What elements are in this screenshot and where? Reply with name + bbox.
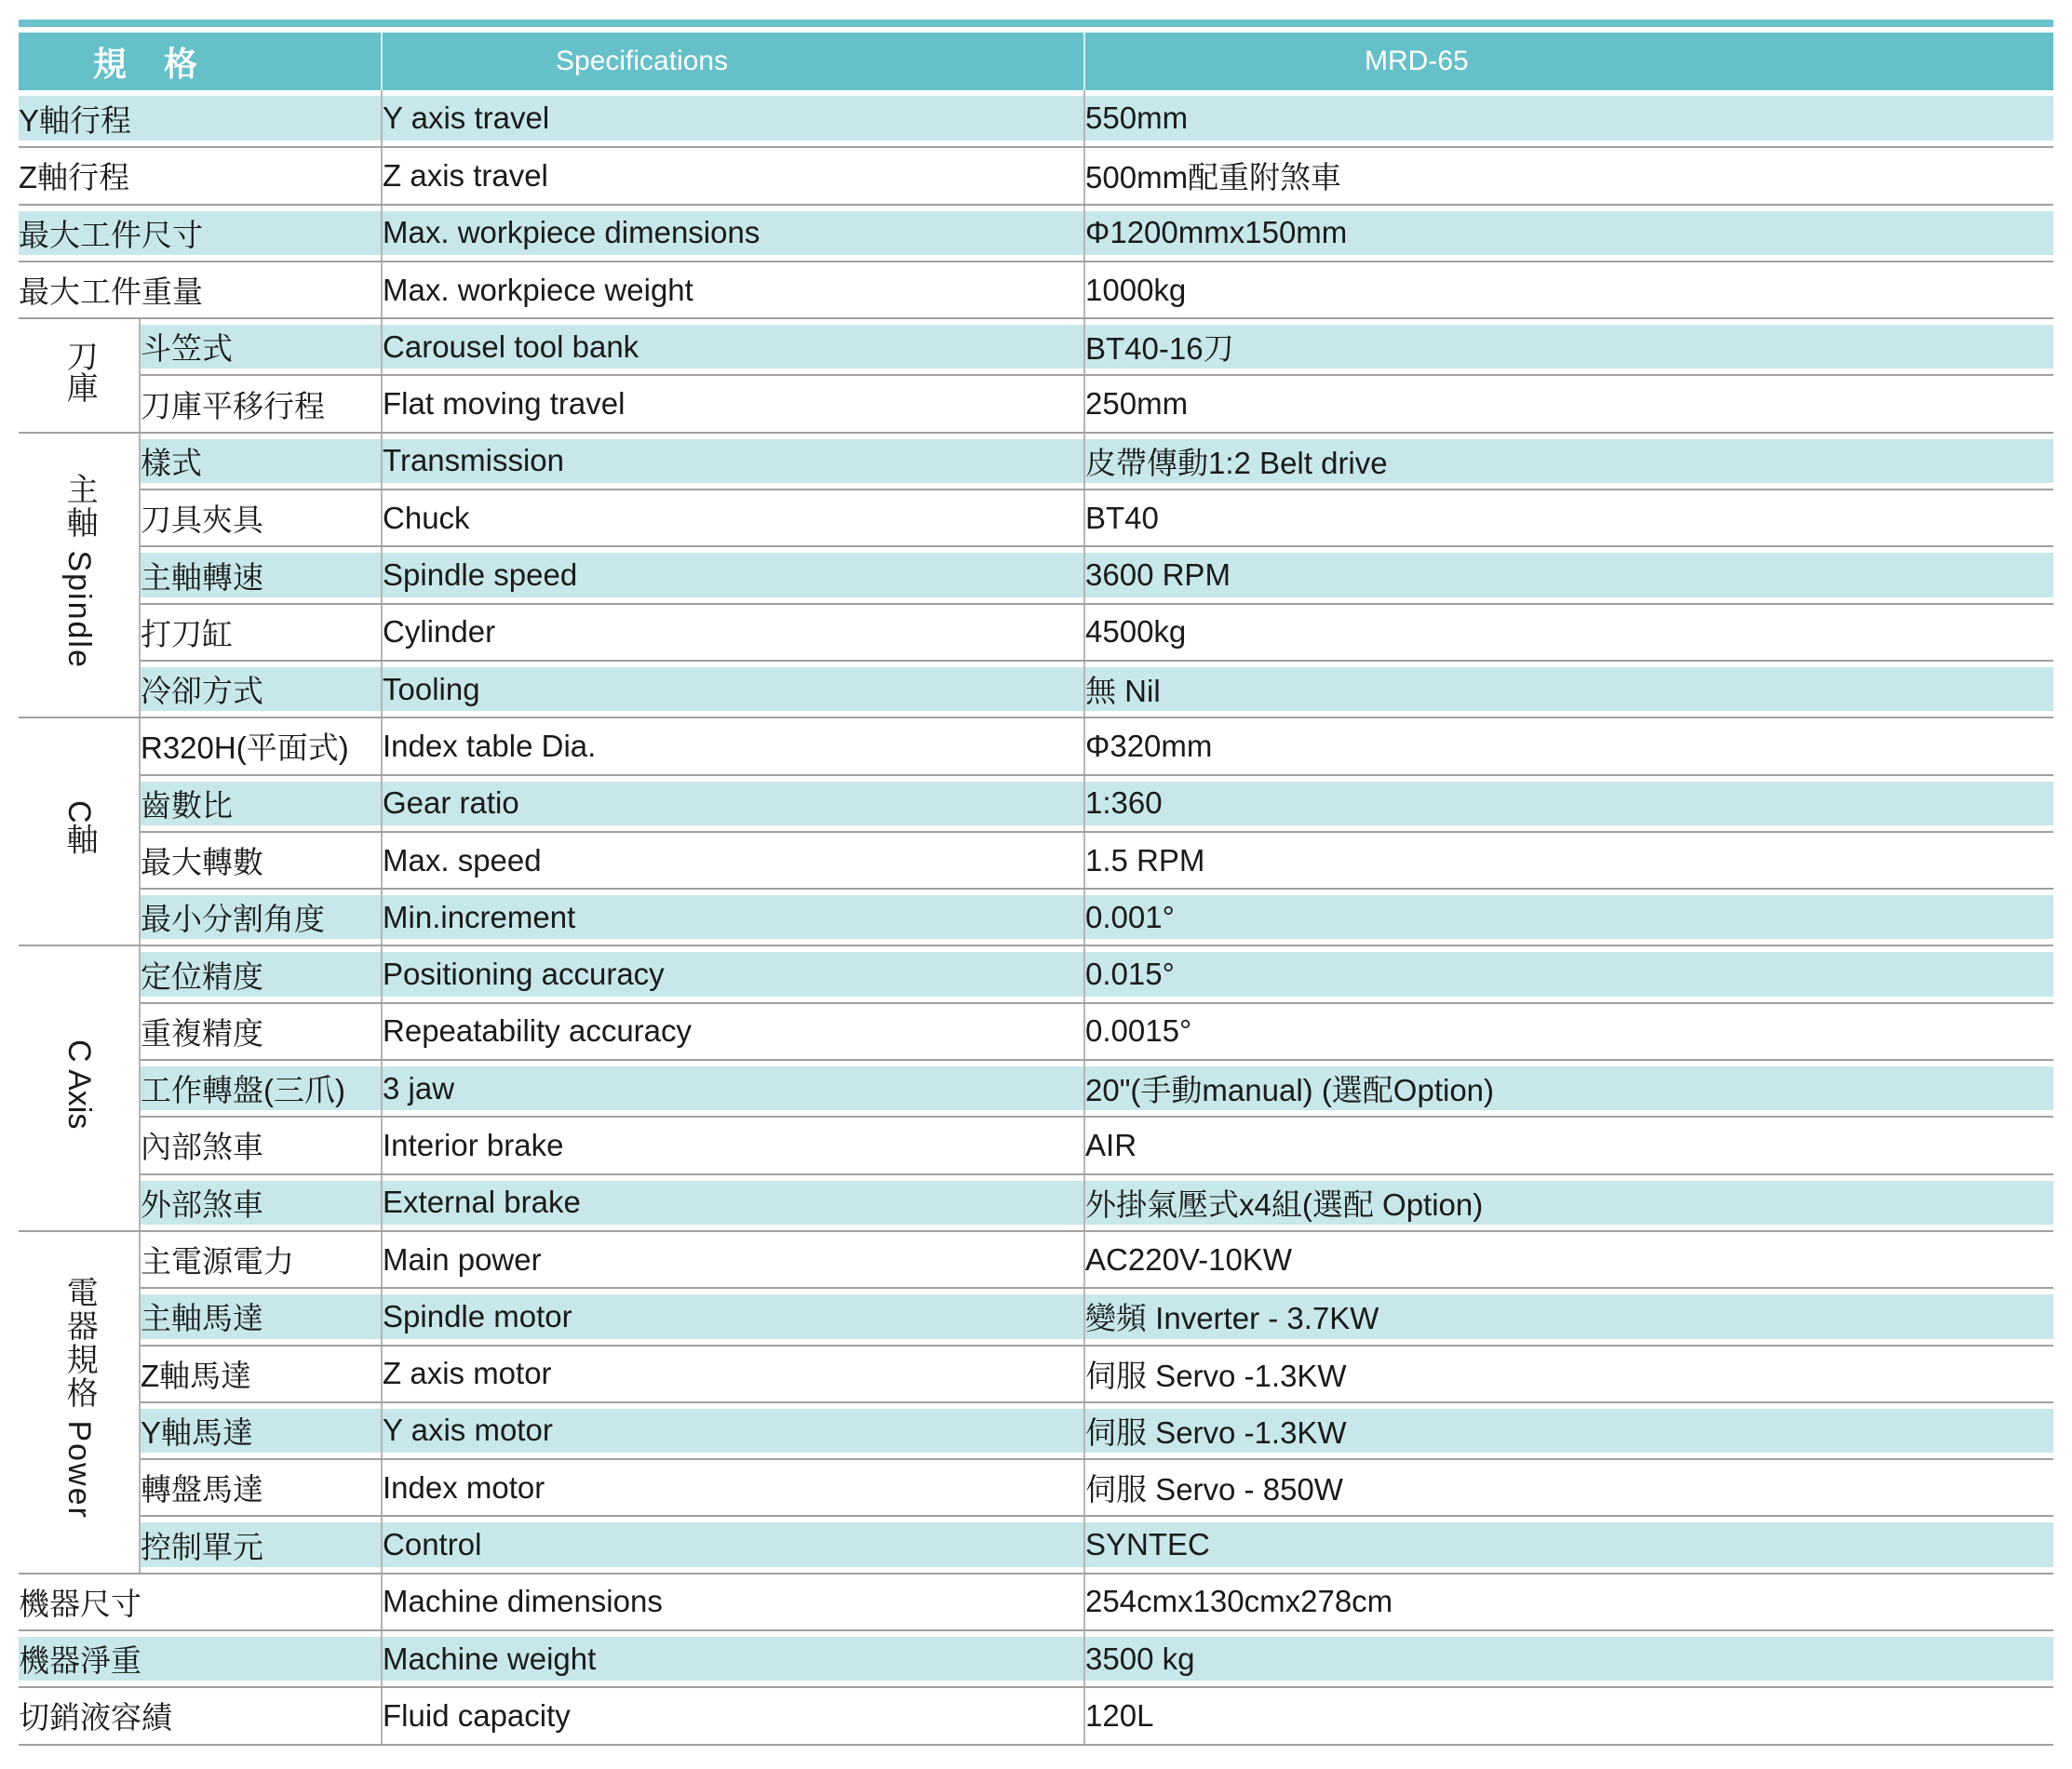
row-en: Y axis motor — [382, 1402, 1084, 1459]
row-value: AIR — [1084, 1117, 2053, 1173]
row-value: 伺服 Servo -1.3KW — [1084, 1402, 2053, 1459]
table-row — [19, 832, 2053, 889]
row-en: Max. workpiece dimensions — [382, 205, 1084, 261]
row-en: Flat moving travel — [382, 375, 1084, 432]
table-row — [19, 1288, 2053, 1345]
row-value: SYNTEC — [1084, 1516, 2053, 1573]
row-cn: 控制單元 — [140, 1516, 382, 1573]
table-row — [19, 1060, 2053, 1117]
table-row — [19, 604, 2053, 661]
row-en: Fluid capacity — [382, 1687, 1084, 1744]
row-value: BT40-16刀 — [1084, 318, 2053, 375]
table-row — [19, 717, 2053, 774]
row-value: 伺服 Servo -1.3KW — [1084, 1346, 2053, 1402]
table-row — [19, 205, 2053, 261]
row-cn: Y軸馬達 — [140, 1402, 382, 1459]
top-accent-line — [19, 20, 2053, 27]
row-value: 伺服 Servo - 850W — [1084, 1459, 2053, 1516]
row-en: 3 jaw — [382, 1060, 1084, 1117]
row-value: 無 Nil — [1084, 661, 2053, 717]
row-value: 1000kg — [1084, 261, 2053, 318]
table-row — [19, 1174, 2053, 1231]
row-value: 外掛氣壓式x4組(選配 Option) — [1084, 1174, 2053, 1231]
header-model — [1084, 33, 2053, 90]
row-en: Z axis travel — [382, 147, 1084, 204]
row-en: Index table Dia. — [382, 717, 1084, 774]
row-en: Gear ratio — [382, 775, 1084, 832]
row-cn: 斗笠式 — [140, 318, 382, 375]
table-row — [19, 1003, 2053, 1060]
header-model-label: MRD-65 — [1365, 46, 1469, 76]
row-en: Transmission — [382, 433, 1084, 489]
row-en: Spindle motor — [382, 1288, 1084, 1345]
row-en: Y axis travel — [382, 90, 1084, 147]
row-en: Main power — [382, 1231, 1084, 1288]
row-cn: 主軸轉速 — [140, 546, 382, 603]
row-value: 皮帶傳動1:2 Belt drive — [1084, 433, 2053, 489]
row-cn: 刀庫平移行程 — [140, 375, 382, 432]
row-en: External brake — [382, 1174, 1084, 1231]
row-value: 500mm配重附煞車 — [1084, 147, 2053, 204]
row-en: Chuck — [382, 489, 1084, 546]
table-row — [19, 90, 2053, 147]
row-cn: 主電源電力 — [140, 1231, 382, 1288]
table-row — [19, 375, 2053, 432]
row-cn: Z軸馬達 — [140, 1346, 382, 1402]
spec-table — [19, 33, 2053, 1746]
group-label-text: 主軸 Spindle — [61, 473, 98, 669]
row-en: Spindle speed — [382, 546, 1084, 603]
row-cn: 最大工件尺寸 — [19, 205, 382, 261]
group-label-tool-magazine — [19, 318, 140, 433]
row-value: 1:360 — [1084, 775, 2053, 832]
row-en: Z axis motor — [382, 1346, 1084, 1402]
row-cn: 樣式 — [140, 433, 382, 489]
table-row — [19, 433, 2053, 489]
table-row — [19, 889, 2053, 945]
table-row — [19, 661, 2053, 717]
table-row — [19, 1231, 2053, 1288]
row-value: 250mm — [1084, 375, 2053, 432]
row-en: Tooling — [382, 661, 1084, 717]
row-en: Cylinder — [382, 604, 1084, 661]
row-value: 20"(手動manual) (選配Option) — [1084, 1060, 2053, 1117]
group-label-text: 電器規格 Power — [61, 1276, 98, 1521]
table-row — [19, 147, 2053, 204]
row-value: 4500kg — [1084, 604, 2053, 661]
group-label-c-axis-cn — [19, 717, 140, 945]
row-cn: 刀具夾具 — [140, 489, 382, 546]
group-label-c-axis-en — [19, 945, 140, 1230]
row-value: 120L — [1084, 1687, 2053, 1744]
row-value: Φ1200mmx150mm — [1084, 205, 2053, 261]
row-value: 550mm — [1084, 90, 2053, 147]
row-value: 1.5 RPM — [1084, 832, 2053, 889]
row-cn: 機器尺寸 — [19, 1574, 382, 1630]
row-en: Positioning accuracy — [382, 945, 1084, 1002]
group-label-text: C Axis — [61, 1039, 98, 1130]
row-cn: 重複精度 — [140, 1003, 382, 1060]
row-value: 0.001° — [1084, 889, 2053, 945]
row-value: BT40 — [1084, 489, 2053, 546]
row-cn: 轉盤馬達 — [140, 1459, 382, 1516]
row-cn: 打刀缸 — [140, 604, 382, 661]
row-cn: 最小分割角度 — [140, 889, 382, 945]
table-row — [19, 318, 2053, 375]
table-row — [19, 261, 2053, 318]
row-value: 0.015° — [1084, 945, 2053, 1002]
row-en: Interior brake — [382, 1117, 1084, 1173]
group-label-power — [19, 1231, 140, 1574]
row-value: Φ320mm — [1084, 717, 2053, 774]
row-en: Machine weight — [382, 1630, 1084, 1687]
row-cn: 工作轉盤(三爪) — [140, 1060, 382, 1117]
row-value: 變頻 Inverter - 3.7KW — [1084, 1288, 2053, 1345]
row-value: 254cmx130cmx278cm — [1084, 1574, 2053, 1630]
row-cn: 最大工件重量 — [19, 261, 382, 318]
row-cn: 最大轉數 — [140, 832, 382, 889]
row-cn: 機器淨重 — [19, 1630, 382, 1687]
table-row — [19, 1346, 2053, 1402]
table-row — [19, 775, 2053, 832]
table-header — [19, 33, 2053, 90]
row-cn: Z軸行程 — [19, 147, 382, 204]
row-cn: 定位精度 — [140, 945, 382, 1002]
header-cn: 規格 — [19, 33, 382, 90]
row-value: 0.0015° — [1084, 1003, 2053, 1060]
row-cn: 齒數比 — [140, 775, 382, 832]
row-en: Max. workpiece weight — [382, 261, 1084, 318]
row-cn: Y軸行程 — [19, 90, 382, 147]
row-en: Min.increment — [382, 889, 1084, 945]
header-en — [382, 33, 1084, 90]
row-en: Max. speed — [382, 832, 1084, 889]
group-label-text: 刀庫 — [61, 339, 98, 403]
table-row — [19, 1630, 2053, 1687]
row-value: 3600 RPM — [1084, 546, 2053, 603]
row-cn: 主軸馬達 — [140, 1288, 382, 1345]
row-cn: 冷卻方式 — [140, 661, 382, 717]
row-value: AC220V-10KW — [1084, 1231, 2053, 1288]
row-en: Index motor — [382, 1459, 1084, 1516]
table-row — [19, 1574, 2053, 1630]
row-cn: 切銷液容績 — [19, 1687, 382, 1744]
row-cn: 內部煞車 — [140, 1117, 382, 1173]
table-row — [19, 945, 2053, 1002]
row-en: Repeatability accuracy — [382, 1003, 1084, 1060]
table-row — [19, 546, 2053, 603]
row-en: Control — [382, 1516, 1084, 1573]
group-label-text: C軸 — [61, 800, 98, 855]
row-en: Machine dimensions — [382, 1574, 1084, 1630]
row-en: Carousel tool bank — [382, 318, 1084, 375]
table-row — [19, 1459, 2053, 1516]
header-en-label: Specifications — [556, 46, 729, 76]
row-cn: R320H(平面式) — [140, 717, 382, 774]
row-value: 3500 kg — [1084, 1630, 2053, 1687]
table-row — [19, 1117, 2053, 1173]
table-row — [19, 1402, 2053, 1459]
table-row — [19, 1516, 2053, 1573]
table-row — [19, 489, 2053, 546]
table-row — [19, 1687, 2053, 1744]
group-label-spindle — [19, 433, 140, 717]
row-cn: 外部煞車 — [140, 1174, 382, 1231]
